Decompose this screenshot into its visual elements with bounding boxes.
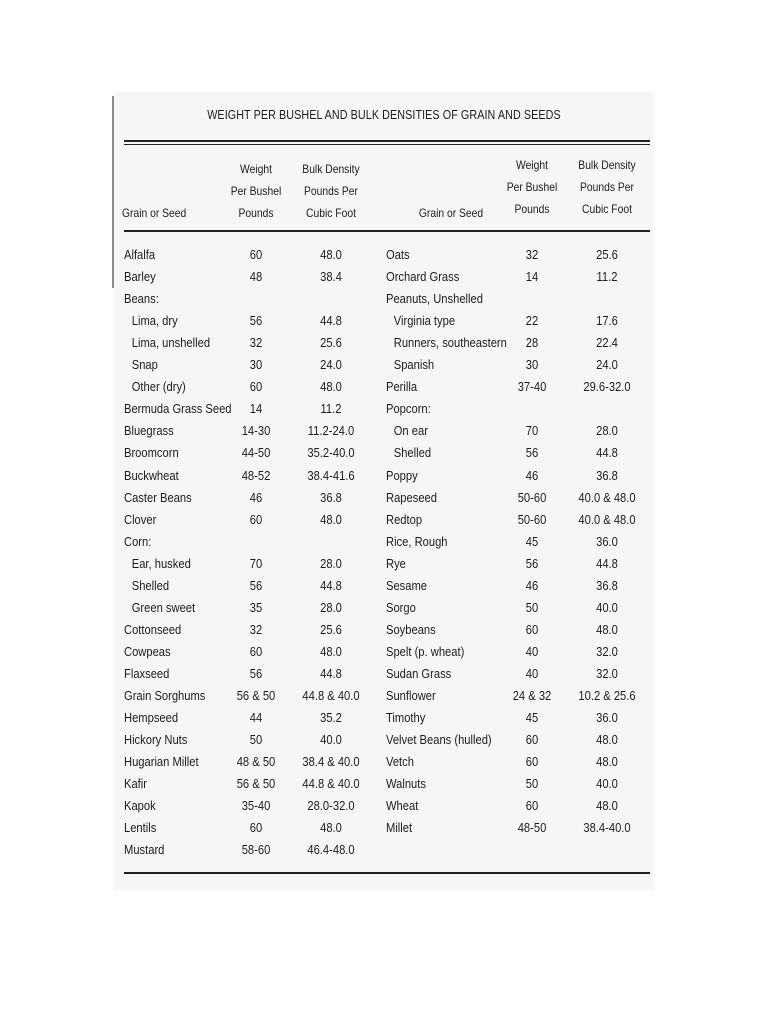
grain-name: Oats: [386, 247, 410, 262]
bulk-density: 38.4-41.6: [307, 467, 355, 483]
weight-per-bushel: 60: [525, 798, 539, 814]
grain-name: Mustard: [124, 842, 165, 858]
bulk-density: 28.0-32.0: [307, 798, 355, 814]
bulk-density: 11.2: [320, 401, 342, 417]
grain-name: Hickory Nuts: [124, 732, 188, 748]
grain-name: Sorgo: [386, 599, 416, 615]
weight-per-bushel: 56: [525, 445, 539, 461]
header-rule: [124, 230, 650, 232]
header-label: Cubic Foot: [306, 206, 356, 220]
grain-name: Ear, husked: [131, 555, 191, 571]
weight-per-bushel: 32: [249, 621, 263, 637]
bulk-density: 44.8: [320, 313, 342, 329]
bulk-density: 24.0: [320, 357, 342, 373]
weight-per-bushel: 46: [525, 577, 539, 593]
grain-name: Spelt (p. wheat): [386, 643, 465, 659]
grain-name: Rye: [386, 555, 406, 571]
grain-name: Walnuts: [386, 776, 426, 792]
weight-per-bushel: 50-60: [517, 489, 547, 505]
weight-per-bushel: 14: [525, 269, 539, 285]
bulk-density: 25.6: [320, 621, 342, 637]
bulk-density: 48.0: [596, 732, 618, 748]
grain-name: Cowpeas: [124, 643, 171, 659]
grain-name: Corn:: [124, 533, 152, 549]
header-label: Pounds Per: [580, 180, 634, 194]
header-label: Pounds: [238, 206, 274, 220]
grain-name: Runners, southeastern: [393, 335, 507, 351]
bulk-density: 11.2-24.0: [307, 423, 355, 439]
bulk-density: 38.4 & 40.0: [302, 754, 360, 770]
bulk-density: 44.8: [596, 555, 618, 571]
weight-per-bushel: 48-50: [517, 820, 547, 836]
grain-name: Soybeans: [386, 621, 436, 637]
grain-name: Other (dry): [131, 379, 186, 395]
bulk-density: 36.0: [596, 533, 618, 549]
grain-name: Sudan Grass: [386, 665, 452, 681]
grain-name: Sunflower: [386, 688, 436, 703]
grain-name: Caster Beans: [124, 489, 192, 505]
bulk-density: 40.0 & 48.0: [578, 489, 636, 505]
grain-name: Lima, unshelled: [131, 335, 211, 351]
weight-per-bushel: 32: [249, 335, 263, 351]
header-label: Per Bushel: [230, 184, 282, 198]
bulk-density: 36.8: [320, 489, 342, 505]
grain-name: Broomcorn: [124, 445, 179, 461]
bulk-density: 32.0: [596, 643, 618, 659]
left-header-weight: [222, 158, 291, 224]
bulk-density: 36.8: [596, 577, 618, 593]
bottom-rule: [124, 872, 650, 874]
bulk-density: 28.0: [596, 423, 618, 439]
weight-per-bushel: 60: [525, 754, 539, 770]
weight-per-bushel: 22: [525, 313, 539, 329]
bulk-density: 44.8: [596, 445, 618, 461]
grain-name: Hugarian Millet: [124, 754, 199, 770]
weight-per-bushel: 37-40: [517, 379, 547, 395]
top-rule-thin: [124, 144, 650, 145]
bulk-density: 40.0: [596, 599, 618, 615]
grain-name: Hempseed: [124, 710, 179, 726]
document-page: [114, 92, 654, 890]
header-label: Weight: [516, 158, 548, 172]
bulk-density: 25.6: [596, 247, 618, 262]
weight-per-bushel: 14-30: [241, 423, 271, 439]
weight-per-bushel: 48-52: [241, 467, 271, 483]
header-label: Cubic Foot: [582, 202, 632, 216]
weight-per-bushel: 35: [249, 599, 263, 615]
grain-name: Grain Sorghums: [124, 688, 206, 703]
weight-per-bushel: 14: [249, 401, 263, 417]
grain-name: Clover: [124, 511, 157, 527]
weight-per-bushel: 60: [249, 379, 263, 395]
grain-name: Orchard Grass: [386, 269, 460, 285]
grain-name: Wheat: [386, 798, 419, 814]
header-label: Bulk Density: [578, 158, 636, 172]
grain-name: Bluegrass: [124, 423, 174, 439]
grain-name: Lentils: [124, 820, 157, 836]
bulk-density: 48.0: [320, 247, 342, 262]
left-header-grain: [122, 202, 217, 224]
right-header-density: [568, 154, 645, 220]
right-header-weight: [498, 154, 567, 220]
header-label: Weight: [240, 162, 272, 176]
weight-per-bushel: 56 & 50: [236, 688, 276, 703]
weight-per-bushel: 40: [525, 665, 539, 681]
bulk-density: 44.8: [320, 577, 342, 593]
weight-per-bushel: 56: [525, 555, 539, 571]
header-label: Bulk Density: [302, 162, 360, 176]
grain-name: Buckwheat: [124, 467, 179, 483]
weight-per-bushel: 46: [249, 489, 263, 505]
weight-per-bushel: 48 & 50: [236, 754, 276, 770]
weight-per-bushel: 44: [249, 710, 263, 726]
bulk-density: 11.2: [596, 269, 618, 285]
bulk-density: 44.8 & 40.0: [302, 688, 360, 703]
bulk-density: 28.0: [320, 555, 342, 571]
grain-name: Beans:: [124, 291, 159, 307]
weight-per-bushel: 60: [525, 732, 539, 748]
grain-name: Kafir: [124, 776, 147, 792]
weight-per-bushel: 46: [525, 467, 539, 483]
grain-name: Redtop: [386, 511, 423, 527]
bulk-density: 44.8: [320, 665, 342, 681]
grain-name: Peanuts, Unshelled: [386, 291, 483, 307]
bulk-density: 48.0: [320, 643, 342, 659]
grain-name: Cottonseed: [124, 621, 182, 637]
weight-per-bushel: 60: [249, 643, 263, 659]
grain-name: Velvet Beans (hulled): [386, 732, 492, 748]
grain-name: Timothy: [386, 710, 426, 726]
bulk-density: 28.0: [320, 599, 342, 615]
grain-name: Perilla: [386, 379, 418, 395]
bulk-density: 48.0: [596, 754, 618, 770]
grain-name: Shelled: [393, 445, 432, 461]
weight-per-bushel: 24 & 32: [512, 688, 552, 703]
bulk-density: 10.2 & 25.6: [578, 688, 636, 703]
grain-name: On ear: [393, 423, 428, 439]
grain-name: Popcorn:: [386, 401, 431, 417]
bulk-density: 36.8: [596, 467, 618, 483]
weight-per-bushel: 70: [249, 555, 263, 571]
weight-per-bushel: 58-60: [241, 842, 271, 858]
bulk-density: 35.2-40.0: [307, 445, 355, 461]
bulk-density: 38.4-40.0: [583, 820, 631, 836]
weight-per-bushel: 50: [249, 732, 263, 748]
grain-name: Sesame: [386, 577, 428, 593]
bulk-density: 48.0: [320, 379, 342, 395]
grain-name: Lima, dry: [131, 313, 178, 329]
bulk-density: 46.4-48.0: [307, 842, 355, 858]
weight-per-bushel: 44-50: [241, 445, 271, 461]
top-rule-thick: [124, 140, 650, 142]
weight-per-bushel: 28: [525, 335, 539, 351]
grain-name: Poppy: [386, 467, 418, 483]
header-label: Per Bushel: [506, 180, 558, 194]
header-label: Pounds: [514, 202, 550, 216]
bulk-density: 48.0: [320, 511, 342, 527]
bulk-density: 40.0 & 48.0: [578, 511, 636, 527]
grain-name: Millet: [386, 820, 413, 836]
weight-per-bushel: 45: [525, 533, 539, 549]
grain-name: Barley: [124, 269, 156, 285]
weight-per-bushel: 60: [249, 247, 263, 262]
weight-per-bushel: 70: [525, 423, 539, 439]
grain-name: Rice, Rough: [386, 533, 448, 549]
bulk-density: 48.0: [596, 798, 618, 814]
grain-name: Alfalfa: [124, 247, 156, 262]
bulk-density: 29.6-32.0: [583, 379, 631, 395]
bulk-density: 24.0: [596, 357, 618, 373]
bulk-density: 48.0: [320, 820, 342, 836]
grain-name: Bermuda Grass Seed: [124, 401, 232, 417]
weight-per-bushel: 32: [525, 247, 539, 262]
grain-name: Green sweet: [131, 599, 196, 615]
weight-per-bushel: 45: [525, 710, 539, 726]
grain-name: Spanish: [393, 357, 435, 373]
header-label: Grain or Seed: [122, 206, 187, 220]
grain-name: Shelled: [131, 577, 170, 593]
grain-name: Flaxseed: [124, 665, 170, 681]
grain-name: Vetch: [386, 754, 414, 770]
weight-per-bushel: 60: [525, 621, 539, 637]
bulk-density: 40.0: [320, 732, 342, 748]
weight-per-bushel: 50: [525, 776, 539, 792]
grain-name: Rapeseed: [386, 489, 437, 505]
table-title: WEIGHT PER BUSHEL AND BULK DENSITIES OF GRAIN AND SEEDS: [207, 108, 561, 122]
weight-per-bushel: 35-40: [241, 798, 271, 814]
bulk-density: 22.4: [596, 335, 618, 351]
weight-per-bushel: 40: [525, 643, 539, 659]
bulk-density: 48.0: [596, 621, 618, 637]
weight-per-bushel: 56: [249, 665, 263, 681]
bulk-density: 32.0: [596, 665, 618, 681]
weight-per-bushel: 60: [249, 820, 263, 836]
weight-per-bushel: 50-60: [517, 511, 547, 527]
weight-per-bushel: 60: [249, 511, 263, 527]
weight-per-bushel: 56 & 50: [236, 776, 276, 792]
bulk-density: 44.8 & 40.0: [302, 776, 360, 792]
header-label: Pounds Per: [304, 184, 358, 198]
weight-per-bushel: 30: [249, 357, 263, 373]
grain-name: Snap: [131, 357, 158, 373]
bulk-density: 38.4: [320, 269, 342, 285]
bulk-density: 40.0: [596, 776, 618, 792]
bulk-density: 25.6: [320, 335, 342, 351]
weight-per-bushel: 30: [525, 357, 539, 373]
bulk-density: 35.2: [320, 710, 342, 726]
grain-name: Virginia type: [393, 313, 456, 329]
right-header-grain: [404, 202, 499, 224]
bulk-density: 17.6: [596, 313, 618, 329]
weight-per-bushel: 48: [249, 269, 263, 285]
bulk-density: 36.0: [596, 710, 618, 726]
left-header-density: [292, 158, 369, 224]
grain-name: Kapok: [124, 798, 156, 814]
weight-per-bushel: 50: [525, 599, 539, 615]
weight-per-bushel: 56: [249, 577, 263, 593]
weight-per-bushel: 56: [249, 313, 263, 329]
header-label: Grain or Seed: [418, 206, 484, 220]
